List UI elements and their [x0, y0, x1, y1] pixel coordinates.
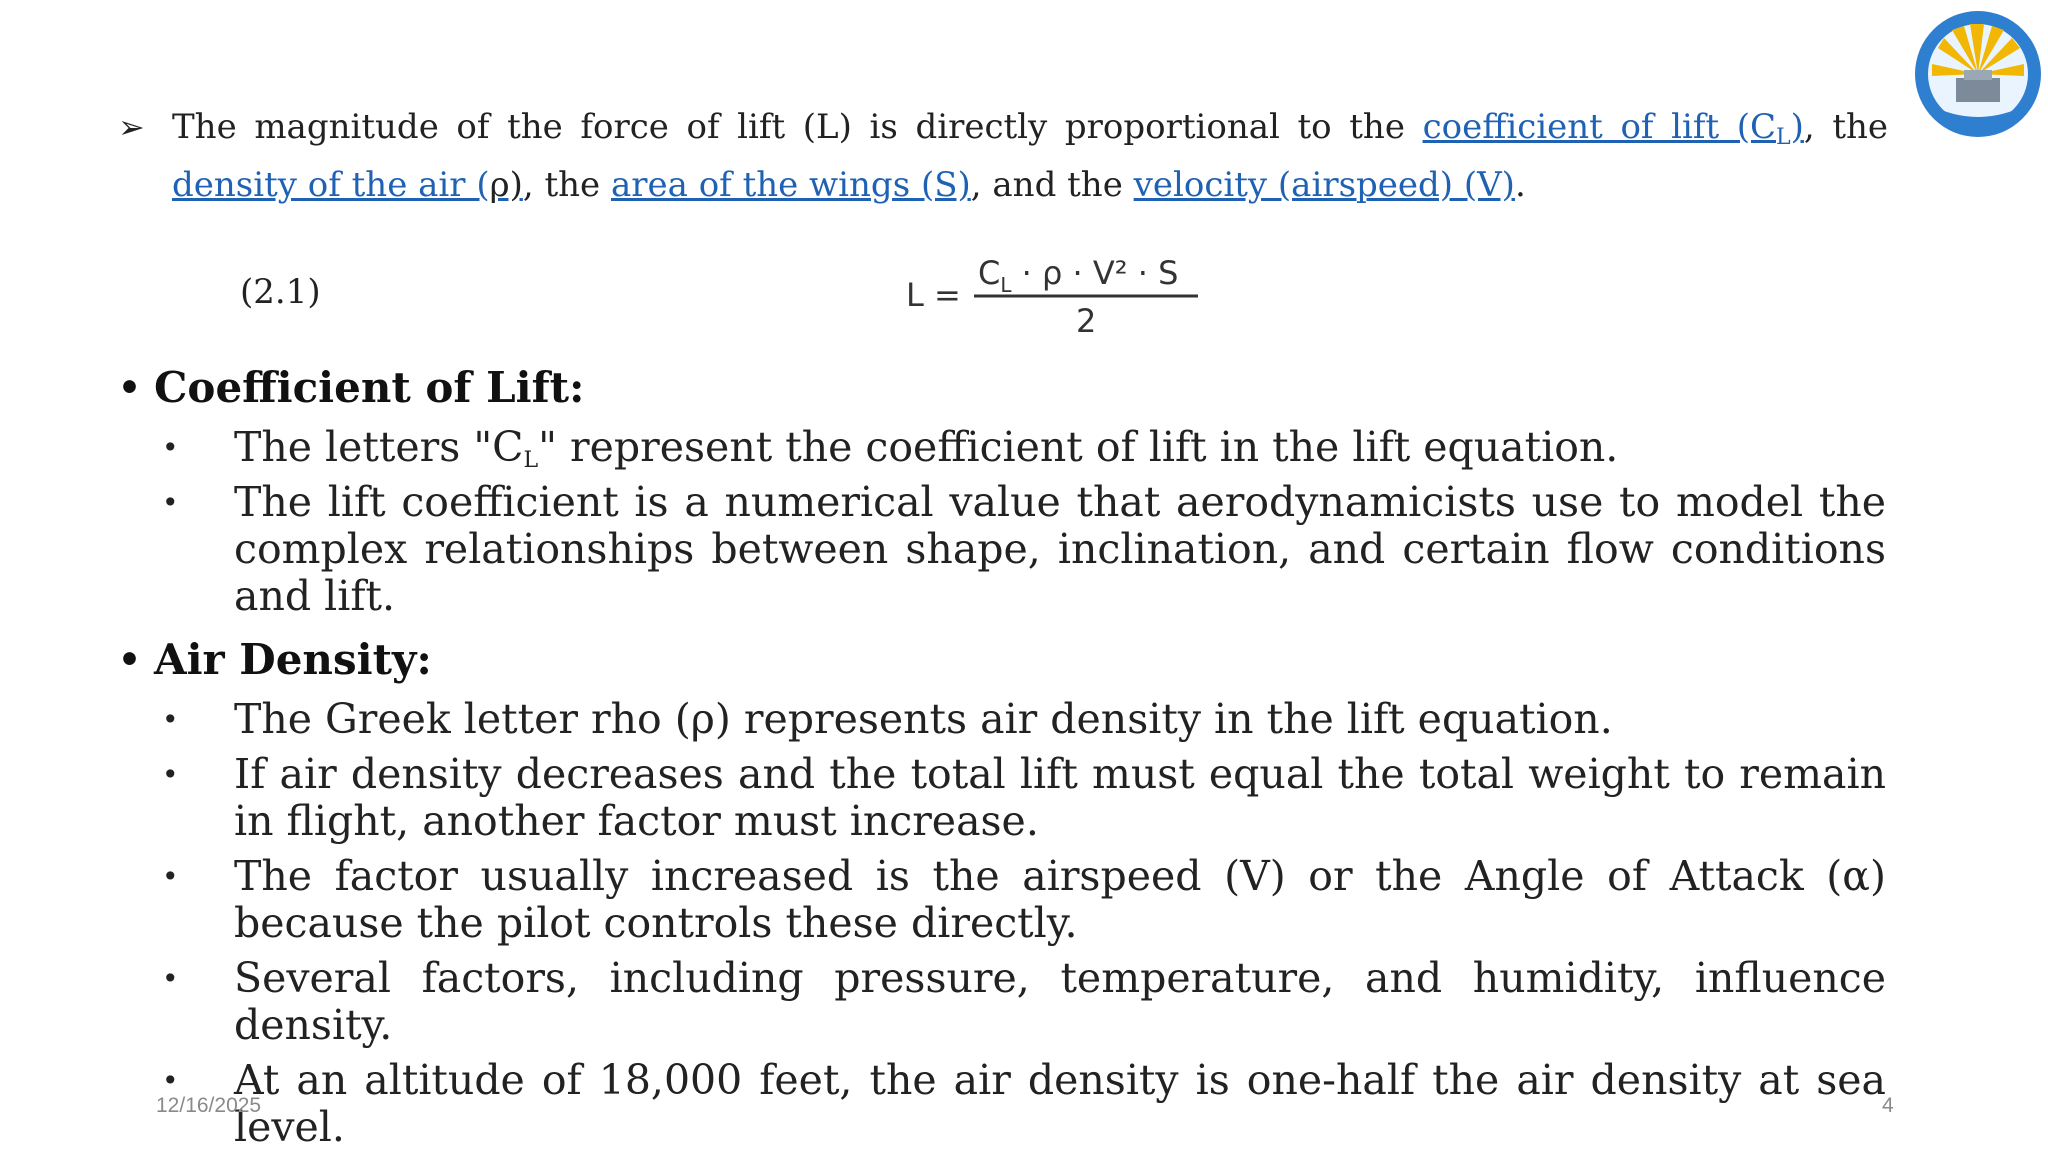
bullet-icon: •	[162, 962, 179, 995]
page-number: 4	[1882, 1094, 1894, 1117]
bullet-icon: •	[162, 703, 179, 736]
lift-equation	[888, 236, 1218, 344]
slide-content	[118, 360, 1898, 1151]
velocity-link[interactable]: velocity (airspeed) (V)	[1133, 165, 1515, 205]
wing-area-link[interactable]: area of the wings (S)	[610, 165, 971, 205]
intro-text-part: The magnitude of the force of lift (L) is directly proportional to the	[172, 107, 1423, 147]
equation-lhs: L =	[906, 276, 961, 314]
bullet-icon: •	[118, 367, 142, 409]
bullet-icon: •	[162, 860, 179, 893]
list-item: • Several factors, including pressure, temperature, and humidity, influence density.	[162, 954, 1886, 1049]
air-density-link[interactable]: density of the air (ρ)	[172, 165, 523, 205]
list-item: • If air density decreases and the total lift must equal the total weight to remain in flight, another factor must increase.	[162, 750, 1886, 845]
bullet-icon: •	[162, 758, 179, 791]
footer-date: 12/16/2025	[156, 1094, 262, 1117]
list-item: • The Greek letter rho (ρ) represents air density in the lift equation.	[162, 695, 1613, 743]
bullet-icon: •	[162, 1064, 179, 1097]
university-seal-icon	[1912, 8, 2044, 140]
intro-text	[172, 98, 1888, 214]
intro-text-part: .	[1514, 165, 1526, 205]
list-item: • The letters "$C_L$" represent the coefficient of lift in the lift equation.	[162, 423, 1619, 473]
section-list	[118, 424, 1898, 620]
list-item: • The lift coefficient is a numerical value that aerodynamicists use to model the complex relationships between shape, inclination, and certain flow conditions and lift.	[162, 478, 1886, 620]
intro-text-part: , the	[522, 165, 611, 205]
intro-text-part: , the	[1803, 107, 1888, 147]
arrow-bullet-icon: ➢	[118, 108, 145, 146]
intro-paragraph	[118, 98, 1888, 214]
intro-text-part: , and the	[970, 165, 1134, 205]
equation-number: (2.1)	[240, 272, 321, 312]
list-item: • The factor usually increased is the airspeed (V) or the Angle of Attack (α) because the pilot controls these directly.	[162, 852, 1886, 947]
section-list	[118, 696, 1898, 1151]
section-heading: • Air Density:	[118, 632, 1898, 688]
section-heading: • Coefficient of Lift:	[118, 360, 1898, 416]
bullet-icon: •	[162, 431, 179, 464]
coefficient-of-lift-link[interactable]: coefficient of lift $(C_L)$	[1422, 107, 1804, 150]
bullet-icon: •	[118, 639, 142, 681]
bullet-icon: •	[162, 486, 179, 519]
list-item: • At an altitude of 18,000 feet, the air density is one-half the air density at sea level.	[162, 1056, 1886, 1151]
equation-denominator: 2	[1076, 302, 1097, 340]
equation-numerator: $C_L \cdot \rho \cdot V^2 \cdot S$	[978, 254, 1179, 297]
